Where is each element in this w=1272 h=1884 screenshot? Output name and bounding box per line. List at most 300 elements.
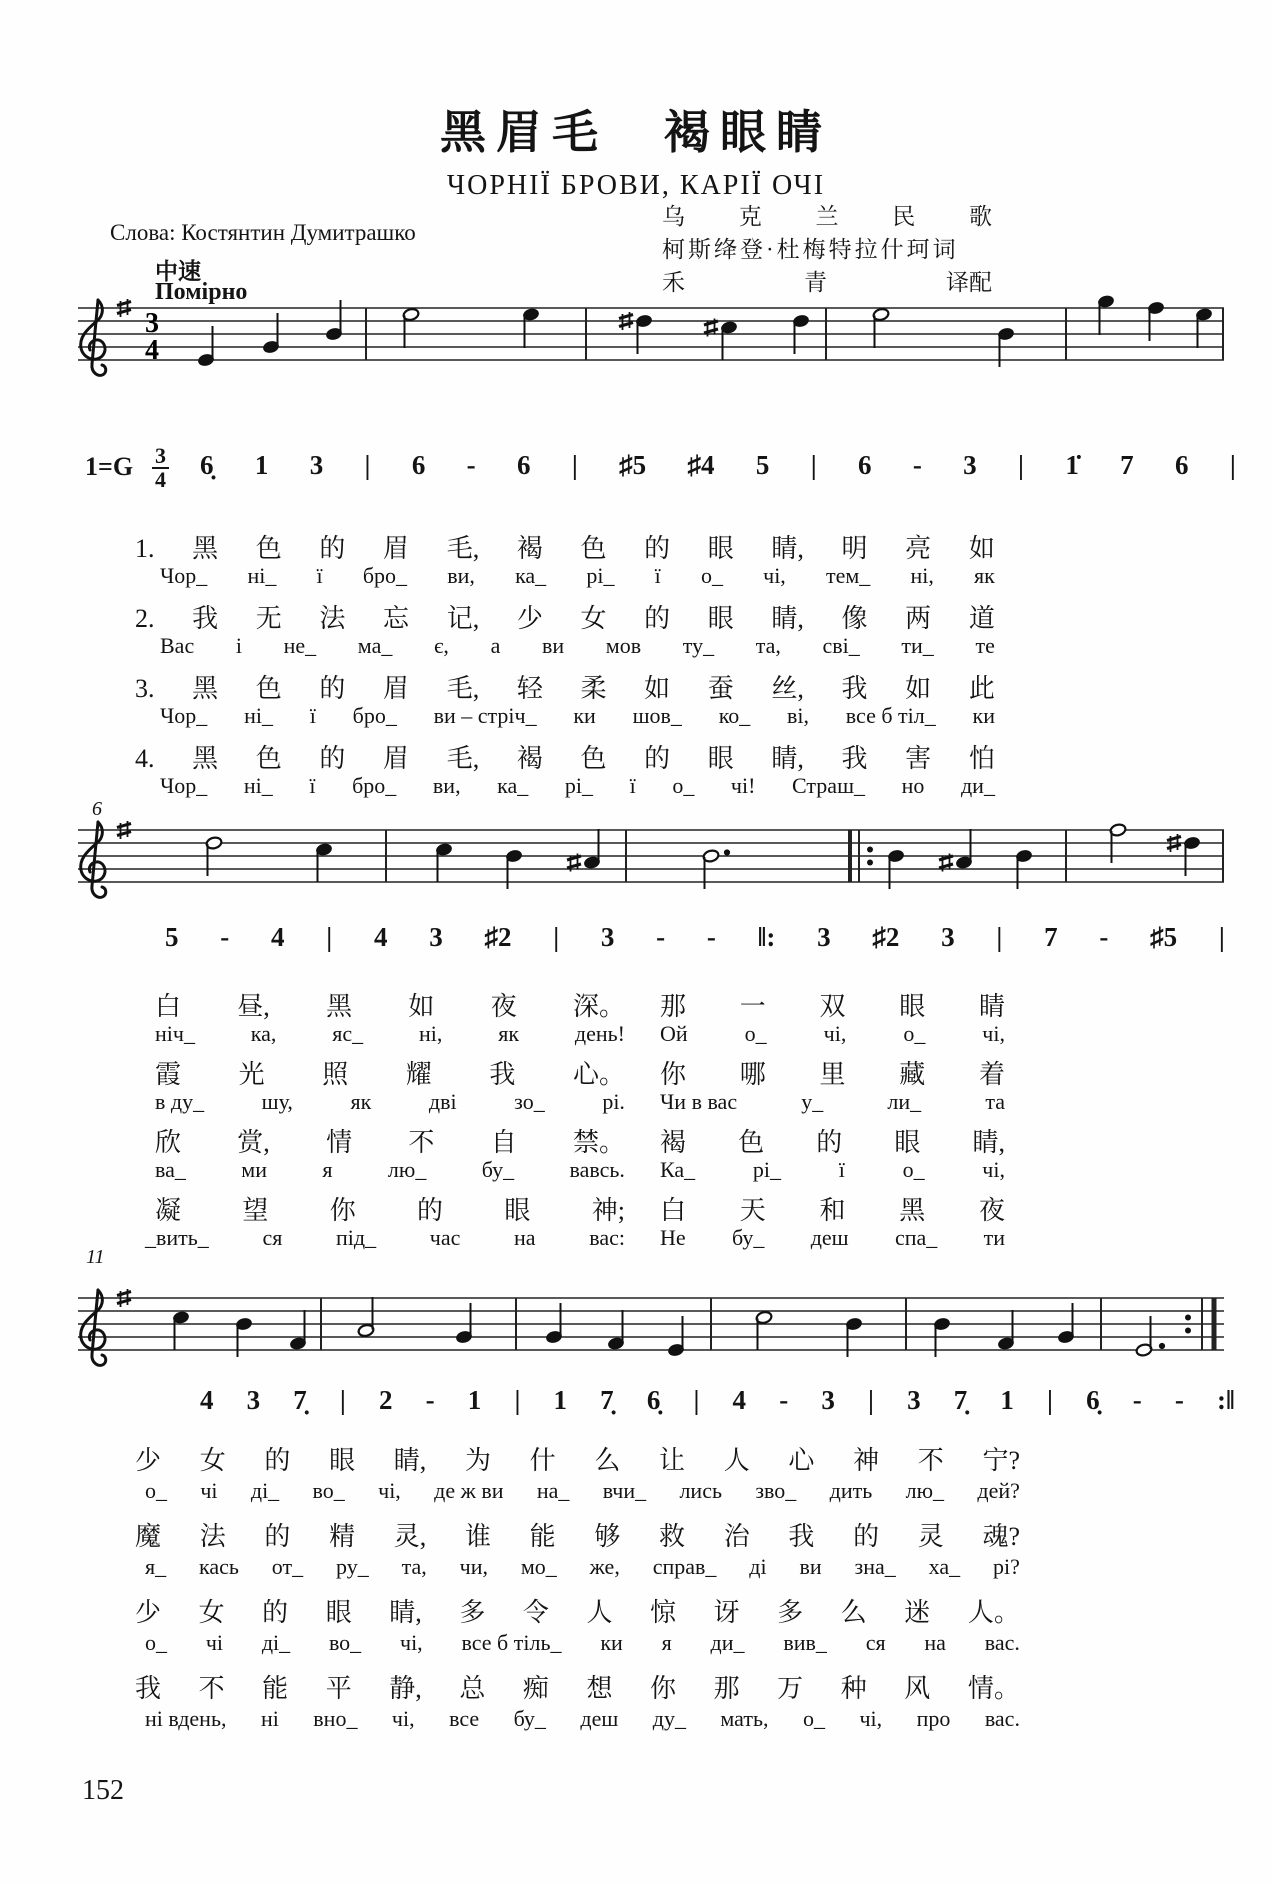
syllable: не_ (283, 633, 317, 658)
syllable: 不 (917, 1446, 944, 1475)
syllable: чі, (823, 1021, 847, 1046)
syllable: 耀 (405, 1060, 432, 1089)
syllable: 4. (135, 744, 155, 773)
credit-lyric-author: 柯斯绛登·杜梅特拉什珂词 (662, 237, 959, 262)
syllable: кась (199, 1554, 239, 1579)
jianpu-token: | (996, 922, 1003, 952)
syllable: рі_ (586, 563, 615, 588)
syllable: 够 (594, 1522, 621, 1551)
syllable: 种 (840, 1674, 867, 1703)
credit-token: 歌 (969, 204, 992, 229)
syllable: ха_ (928, 1554, 961, 1579)
syllable: ва_ (155, 1157, 186, 1182)
syllable: 如 (644, 674, 671, 703)
syllable: 毛, (446, 534, 480, 563)
syllable: 此 (968, 674, 995, 703)
syllable: 如 (905, 674, 932, 703)
syllable: ти_ (901, 633, 934, 658)
syllable: 少 (135, 1598, 162, 1627)
lyric-row (155, 1054, 625, 1091)
treble-clef-icon (81, 300, 106, 375)
syllable: 害 (905, 744, 932, 773)
syllable: і (235, 633, 242, 658)
syllable: мов (605, 633, 642, 658)
syllable: 魔 (135, 1522, 162, 1551)
syllable: як (350, 1089, 372, 1114)
syllable: 的 (319, 534, 346, 563)
syllable: ки (573, 703, 596, 728)
lyric-row (135, 1668, 1020, 1705)
syllable: 总 (459, 1674, 486, 1703)
syllable: ні_ (244, 703, 273, 728)
syllable: дей? (977, 1478, 1020, 1503)
syllable: 一 (739, 992, 766, 1021)
lyric-row (155, 986, 625, 1023)
syllable: ки (600, 1630, 623, 1655)
syllable: 丝, (771, 674, 804, 703)
syllable: 多 (777, 1598, 804, 1627)
time-top: 3 (152, 445, 169, 469)
jianpu-token: 4 (373, 922, 388, 952)
lyric-row (660, 1089, 1005, 1115)
time-signature-top: 3 (145, 308, 159, 339)
syllable: 色 (580, 744, 607, 773)
syllable: ту_ (682, 633, 715, 658)
syllable: ма_ (357, 633, 393, 658)
syllable: 谁 (464, 1522, 491, 1551)
staff-system-2 (66, 810, 1236, 920)
syllable: ви (541, 633, 565, 658)
syllable: 无 (255, 604, 282, 633)
syllable: ли_ (887, 1089, 922, 1114)
syllable: но (901, 773, 925, 798)
syllable: Страш_ (792, 773, 866, 798)
syllable: 睛, (393, 1446, 427, 1475)
syllable: 天 (739, 1196, 766, 1225)
jianpu-token: 5 (165, 922, 179, 952)
lyric-row (660, 1122, 1005, 1159)
syllable: Чор_ (160, 563, 208, 588)
syllable: ру_ (336, 1554, 369, 1579)
syllable: ка, (250, 1021, 277, 1046)
syllable: 的 (644, 604, 671, 633)
jianpu-token: | (326, 922, 333, 952)
lyric-row (155, 1190, 625, 1227)
syllable: та, (401, 1554, 427, 1579)
jianpu-token: 3 (429, 922, 443, 952)
syllable: 女 (199, 1446, 226, 1475)
syllable: 光 (238, 1060, 265, 1089)
jianpu-token: 6̣ (646, 1385, 661, 1415)
syllable: ні_ (243, 773, 273, 798)
syllable: 白 (660, 1196, 687, 1225)
syllable: бро_ (352, 773, 397, 798)
syllable: чі (200, 1478, 218, 1503)
syllable: ді_ (261, 1630, 291, 1655)
syllable: 黑 (899, 1196, 926, 1225)
syllable: 夜 (490, 992, 517, 1021)
jianpu-token: 6̣ (200, 450, 214, 480)
syllable: 的 (264, 1446, 291, 1475)
jianpu-line-3 (200, 1385, 1235, 1416)
syllable: ніч_ (155, 1021, 195, 1046)
syllable: лю_ (387, 1157, 427, 1182)
syllable: у_ (801, 1089, 824, 1114)
lyric-row (660, 986, 1005, 1023)
jianpu-token: - (220, 922, 230, 952)
jianpu-token: | (553, 922, 560, 952)
syllable: 深。 (572, 992, 625, 1021)
syllable: 睛 (978, 992, 1005, 1021)
syllable: 的 (264, 1522, 291, 1551)
jianpu-token: ‖: (757, 922, 776, 952)
syllable: вас: (589, 1225, 625, 1250)
syllable: 你 (650, 1674, 677, 1703)
syllable: 毛, (446, 674, 480, 703)
syllable: 么 (594, 1446, 621, 1475)
staff-lines (78, 830, 1224, 882)
syllable: 睛, (771, 604, 804, 633)
syllable: 眼 (707, 604, 734, 633)
syllable: чі (205, 1630, 223, 1655)
syllable: бро_ (362, 563, 408, 588)
syllable: 神 (853, 1446, 880, 1475)
syllable: 两 (905, 604, 932, 633)
syllable: зво_ (755, 1478, 797, 1503)
syllable: ко_ (718, 703, 751, 728)
page-title: 黑眉毛 褐眼睛 (440, 107, 832, 158)
syllable: бу_ (481, 1157, 515, 1182)
syllable: 柔 (580, 674, 607, 703)
syllable: 不 (198, 1674, 225, 1703)
syllable: 黑 (192, 534, 219, 563)
syllable: 眉 (383, 744, 410, 773)
syllable: 让 (659, 1446, 686, 1475)
syllable: _вить_ (145, 1225, 209, 1250)
syllable: 灵, (393, 1522, 427, 1551)
jianpu-token: ♯5 (619, 450, 647, 480)
syllable: чі, (378, 1478, 401, 1503)
page-number: 152 (82, 1775, 124, 1806)
syllable: 记, (446, 604, 480, 633)
staff-system-3 (66, 1278, 1236, 1388)
syllable: 少 (516, 604, 543, 633)
syllable: 如 (968, 534, 995, 563)
jianpu-token: 3 (600, 922, 615, 952)
syllable: рі? (992, 1554, 1020, 1579)
syllable: ні, (419, 1021, 443, 1046)
syllable: 毛, (446, 744, 480, 773)
syllable: 人 (723, 1446, 750, 1475)
lyric-row (660, 1225, 1005, 1251)
syllable: 情 (326, 1128, 353, 1157)
jianpu-token: | (339, 1385, 346, 1415)
staff-system-1 (66, 288, 1236, 398)
time-bottom: 4 (155, 467, 166, 492)
lyric-row (145, 1630, 1020, 1656)
syllable: все б тіл_ (845, 703, 936, 728)
syllable: 痴 (522, 1674, 549, 1703)
syllable: шу, (261, 1089, 293, 1114)
jianpu-token: 4 (200, 1385, 214, 1415)
jianpu-token: - (779, 1385, 789, 1415)
tempo-marking-ua: Помірно (155, 279, 248, 305)
syllable: деш (580, 1706, 619, 1731)
syllable: спа_ (894, 1225, 938, 1250)
lyric-row (135, 1516, 1020, 1553)
lyric-row (135, 528, 995, 565)
syllable: 黑 (192, 674, 219, 703)
lyric-row (160, 563, 995, 589)
syllable: про (916, 1706, 951, 1731)
syllable: 如 (408, 992, 435, 1021)
syllable: на_ (536, 1478, 570, 1503)
syllable: 睛, (389, 1598, 422, 1627)
syllable: 睛, (972, 1128, 1005, 1157)
lyric-row (660, 1021, 1005, 1047)
jianpu-line-1 (200, 450, 1236, 481)
credit-origin (662, 198, 992, 231)
staff-lines (78, 308, 1224, 360)
syllable: 讶 (713, 1598, 740, 1627)
syllable: ви (799, 1554, 822, 1579)
syllable: ні, (910, 563, 934, 588)
syllable: вас. (984, 1706, 1020, 1731)
tempo-marking-cn: 中速 (155, 259, 201, 284)
syllable: ві, (787, 703, 810, 728)
syllable: 色 (255, 534, 282, 563)
lyric-row (145, 1706, 1020, 1732)
syllable: 夜 (978, 1196, 1005, 1225)
jianpu-token: 1 (254, 450, 269, 480)
syllable: 女 (198, 1598, 225, 1627)
syllable: 眉 (383, 534, 410, 563)
jianpu-token: | (1218, 922, 1225, 952)
syllable: 我 (192, 604, 219, 633)
syllable: сві_ (822, 633, 860, 658)
syllable: 忘 (383, 604, 410, 633)
syllable: 能 (262, 1674, 289, 1703)
syllable: 的 (644, 744, 671, 773)
syllable: 里 (819, 1060, 846, 1089)
syllable: все (449, 1706, 480, 1731)
syllable: ні вдень, (145, 1706, 227, 1731)
syllable: 心。 (572, 1060, 625, 1089)
syllable: я (661, 1630, 672, 1655)
syllable: ї (316, 563, 323, 588)
syllable: як (974, 563, 995, 588)
jianpu-token: 6 (411, 450, 426, 480)
syllable: ди_ (960, 773, 995, 798)
measure-number-6: 6 (92, 798, 102, 820)
syllable: Не (660, 1225, 686, 1250)
lyric-row (135, 598, 995, 635)
syllable: 少 (135, 1446, 162, 1475)
syllable: ка_ (515, 563, 547, 588)
syllable: на (514, 1225, 536, 1250)
syllable: 色 (738, 1128, 765, 1157)
syllable: є, (433, 633, 449, 658)
credit-token: 禾 (662, 270, 685, 295)
jianpu-token: - (706, 922, 716, 952)
lyric-row (135, 1592, 1020, 1629)
jianpu-token: ♯2 (484, 922, 512, 952)
jianpu-token: 1̇ (1065, 450, 1079, 480)
syllable: 望 (242, 1196, 269, 1225)
syllable: в ду_ (155, 1089, 205, 1114)
syllable: 我 (489, 1060, 516, 1089)
syllable: 救 (659, 1522, 686, 1551)
syllable: о_ (903, 1021, 926, 1046)
syllable: о_ (802, 1706, 825, 1731)
syllable: 凝 (155, 1196, 182, 1225)
syllable: 情。 (967, 1674, 1020, 1703)
syllable: 藏 (899, 1060, 926, 1089)
syllable: 褐 (516, 534, 543, 563)
syllable: рі. (602, 1089, 625, 1114)
syllable: ви, (447, 563, 475, 588)
jianpu-token: 4 (732, 1385, 747, 1415)
syllable: о_ (145, 1478, 167, 1503)
jianpu-token: 7̣ (293, 1385, 307, 1415)
lyric-row (135, 668, 995, 705)
syllable: 眼 (899, 992, 926, 1021)
syllable: 色 (255, 744, 282, 773)
syllable: 你 (660, 1060, 687, 1089)
syllable: 为 (464, 1446, 491, 1475)
jianpu-token: 3 (309, 450, 324, 480)
syllable: Чор_ (160, 773, 208, 798)
syllable: 多 (459, 1598, 486, 1627)
syllable: о_ (744, 1021, 767, 1046)
syllable: ї (309, 773, 316, 798)
jianpu-token: | (867, 1385, 874, 1415)
syllable: 静, (389, 1674, 422, 1703)
syllable: 灵 (917, 1522, 944, 1551)
lyric-row (160, 703, 995, 729)
syllable: 眼 (707, 744, 734, 773)
notes (197, 295, 1212, 367)
time-signature-bottom: 4 (145, 335, 159, 366)
syllable: бу_ (732, 1225, 765, 1250)
lyric-row (660, 1157, 1005, 1183)
syllable: лись (679, 1478, 723, 1503)
syllable: во_ (312, 1478, 345, 1503)
syllable: 昼, (237, 992, 270, 1021)
jianpu-token: | (1046, 1385, 1053, 1415)
syllable: тем_ (825, 563, 871, 588)
jianpu-token: - (1099, 922, 1109, 952)
syllable: о_ (700, 563, 723, 588)
page-subtitle: ЧОРНІЇ БРОВИ, КАРІЇ ОЧІ (446, 170, 826, 201)
syllable: зо_ (514, 1089, 545, 1114)
jianpu-token: 3 (963, 450, 977, 480)
syllable: 自 (490, 1128, 517, 1157)
syllable: те (975, 633, 995, 658)
syllable: 赏, (237, 1128, 270, 1157)
syllable: зна_ (854, 1554, 896, 1579)
jianpu-token: 3 (821, 1385, 835, 1415)
jianpu-token: 6̣ (1086, 1385, 1100, 1415)
syllable: я (322, 1157, 333, 1182)
syllable: я_ (145, 1554, 167, 1579)
syllable: 神; (591, 1196, 625, 1225)
treble-clef-icon (81, 822, 106, 897)
syllable: о_ (145, 1630, 167, 1655)
syllable: 的 (853, 1522, 880, 1551)
credit-token: 译配 (946, 270, 992, 295)
syllable: 欣 (155, 1128, 182, 1157)
syllable: на (924, 1630, 946, 1655)
syllable: 万 (777, 1674, 804, 1703)
syllable: 迷 (904, 1598, 931, 1627)
jianpu-token: 6 (857, 450, 872, 480)
syllable: 褐 (516, 744, 543, 773)
syllable: 霞 (155, 1060, 182, 1089)
syllable: 的 (262, 1598, 289, 1627)
syllable: Вас (160, 633, 195, 658)
syllable: шов_ (632, 703, 682, 728)
syllable: а (490, 633, 501, 658)
syllable: 人 (586, 1598, 613, 1627)
jianpu-token: | (364, 450, 371, 480)
syllable: 人。 (967, 1598, 1020, 1627)
syllable: де ж ви (434, 1478, 504, 1503)
jianpu-token: - (1174, 1385, 1184, 1415)
key-label: 1=G (85, 452, 134, 481)
syllable: 风 (904, 1674, 931, 1703)
syllable: все б тіль_ (461, 1630, 562, 1655)
syllable: чі, (982, 1021, 1005, 1046)
syllable: 惊 (650, 1598, 677, 1627)
jianpu-line-2 (165, 922, 1225, 953)
lyric-row (155, 1157, 625, 1183)
syllable: чі! (730, 773, 756, 798)
jianpu-token: 2 (379, 1385, 393, 1415)
syllable: 不 (408, 1128, 435, 1157)
syllable: день! (574, 1021, 625, 1046)
syllable: бу_ (513, 1706, 546, 1731)
syllable: ду_ (652, 1706, 686, 1731)
syllable: 眼 (329, 1446, 356, 1475)
syllable: 那 (660, 992, 687, 1021)
syllable: чі, (982, 1157, 1005, 1182)
syllable: 的 (319, 744, 346, 773)
lyric-row (660, 1054, 1005, 1091)
jianpu-token: 7 (1044, 922, 1058, 952)
lyric-row (135, 738, 995, 775)
jianpu-token: 3 (941, 922, 955, 952)
syllable: 哪 (739, 1060, 766, 1089)
syllable: 褐 (660, 1128, 687, 1157)
jianpu-token: - (425, 1385, 435, 1415)
syllable: 想 (586, 1674, 613, 1703)
syllable: 的 (816, 1128, 843, 1157)
syllable: 精 (329, 1522, 356, 1551)
syllable: 眼 (504, 1196, 531, 1225)
syllable: та, (755, 633, 781, 658)
lyricist-credit: Слова: Костянтин Думитрашко (110, 220, 416, 245)
syllable: 双 (819, 992, 846, 1021)
jianpu-token: - (466, 450, 476, 480)
lyric-row (155, 1021, 625, 1047)
lyric-row (155, 1122, 625, 1159)
syllable: о_ (902, 1157, 925, 1182)
syllable: чи, (459, 1554, 488, 1579)
syllable: 女 (580, 604, 607, 633)
syllable: мать, (720, 1706, 769, 1731)
syllable: вас. (984, 1630, 1020, 1655)
